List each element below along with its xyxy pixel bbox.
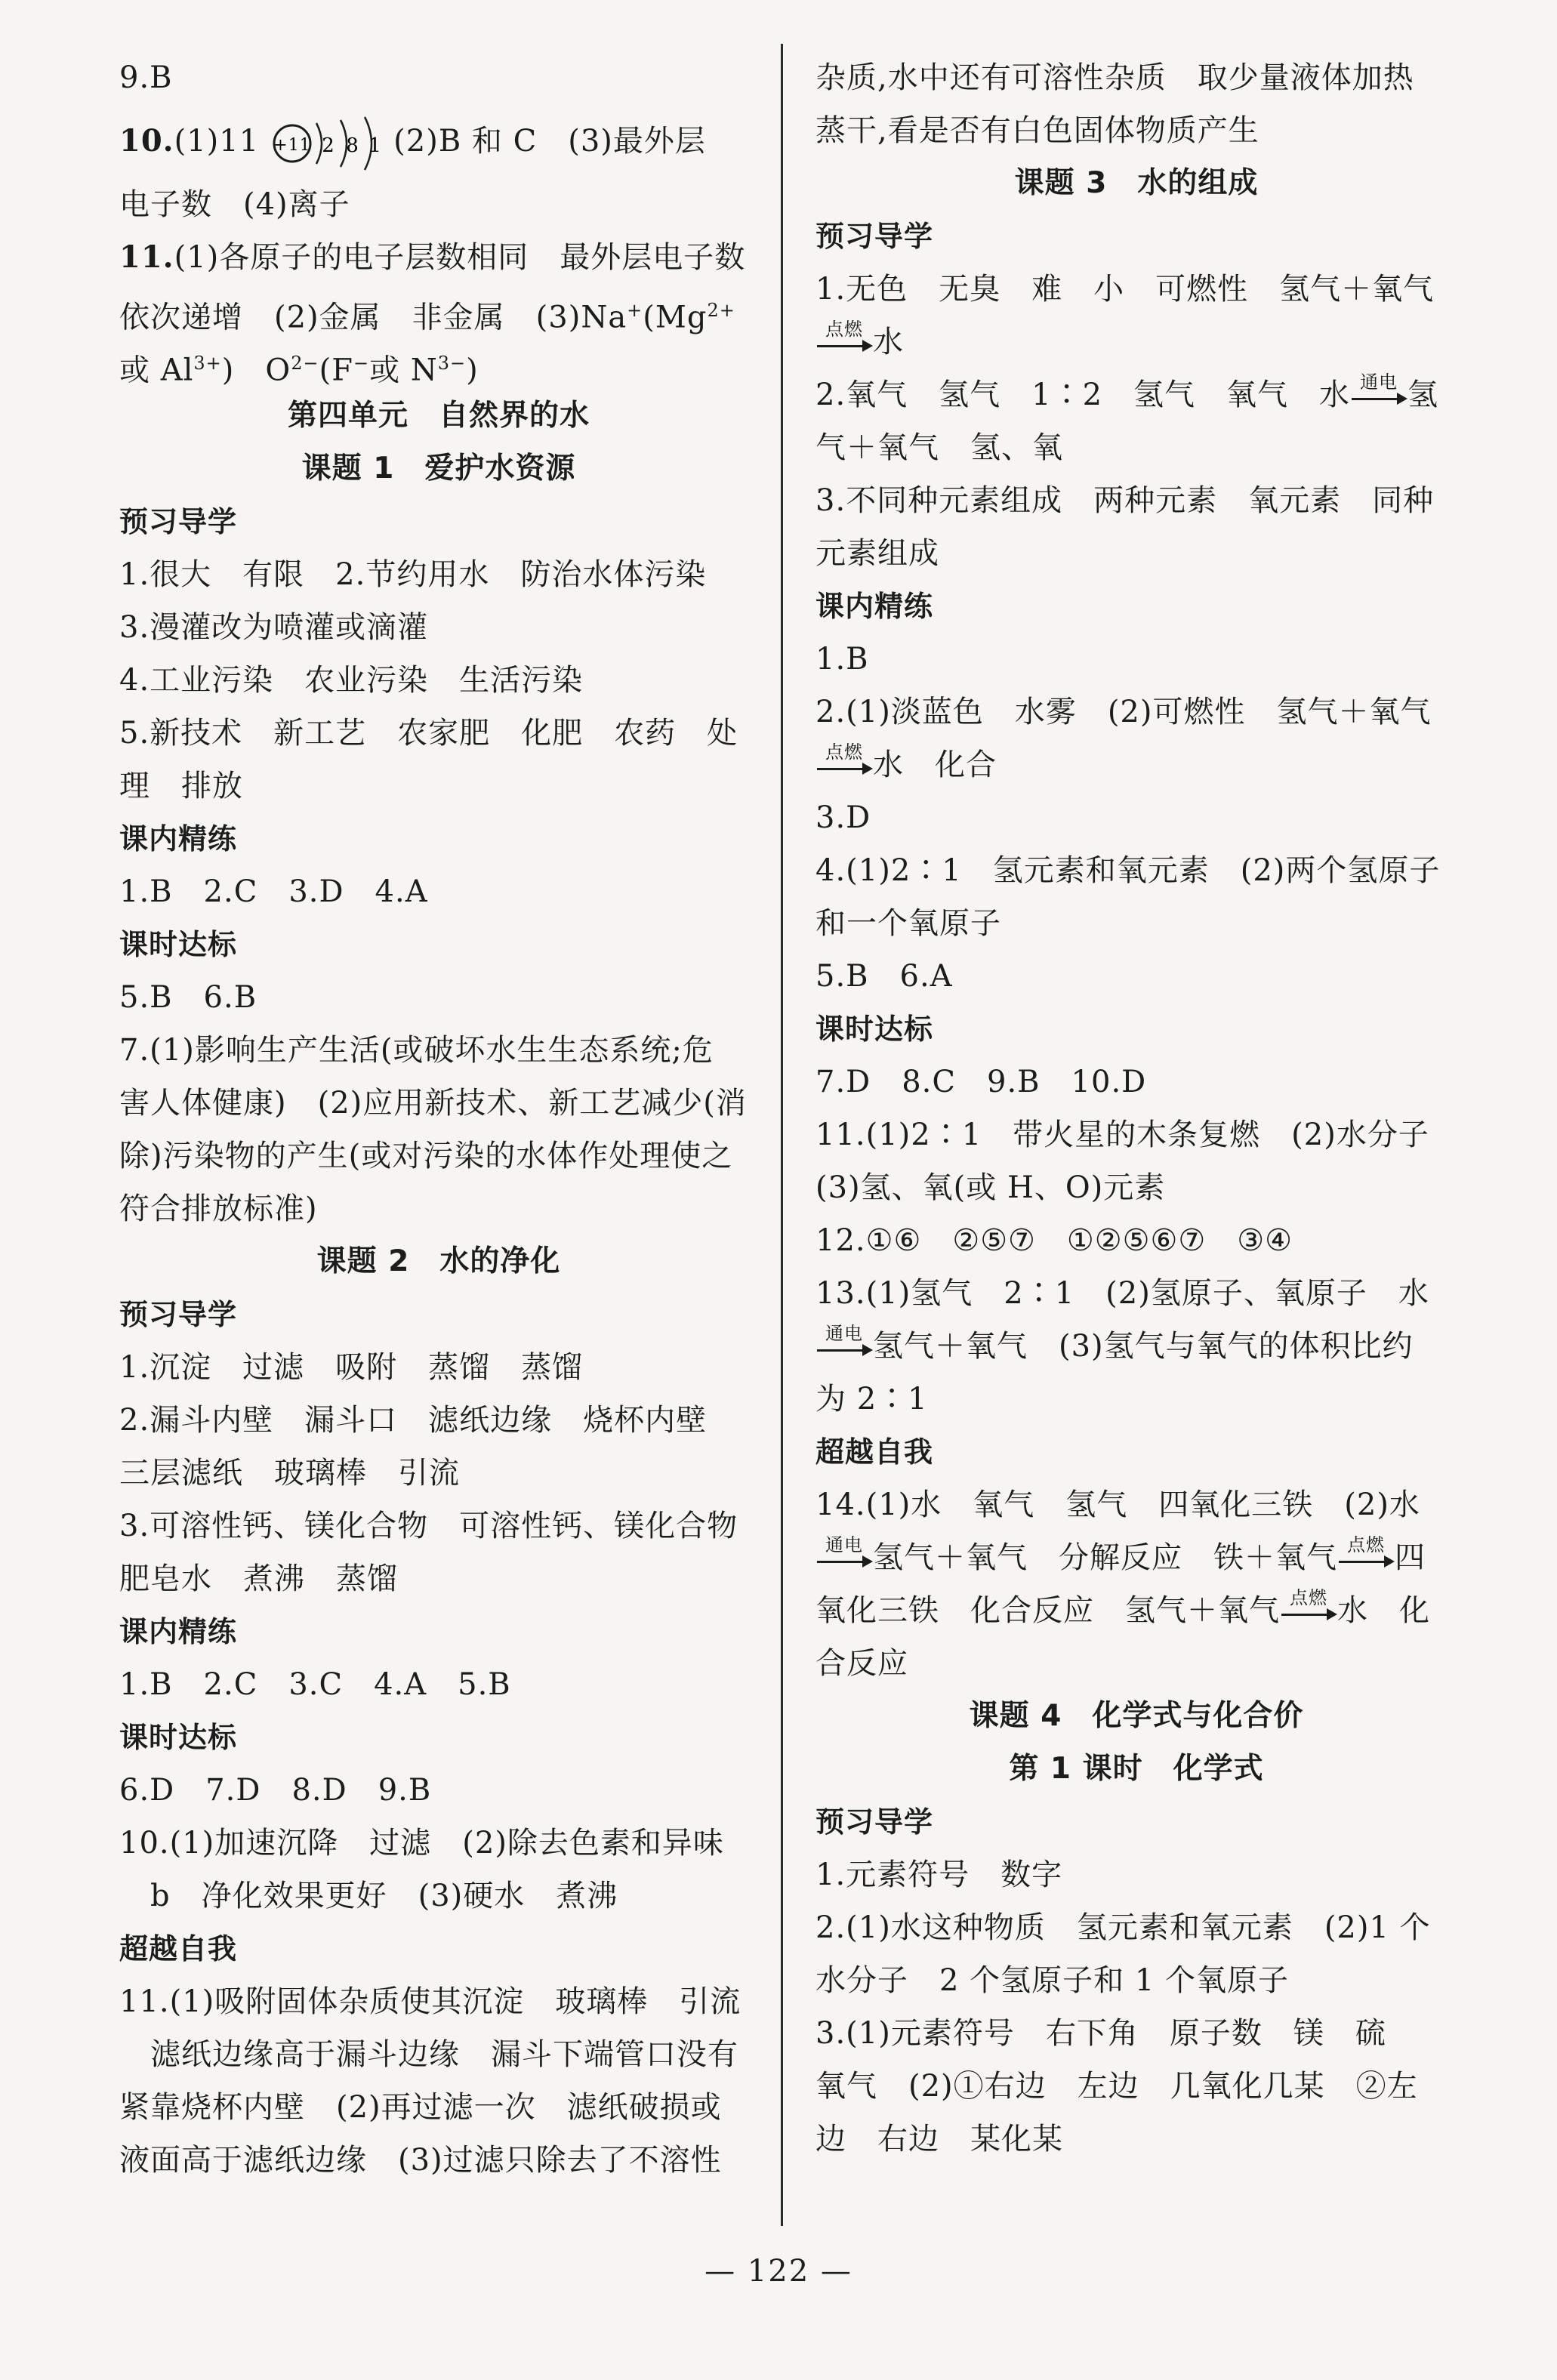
- answer-line: 1.很大 有限 2.节约用水 防治水体污染: [119, 557, 707, 592]
- answer-line: [815, 368, 1457, 421]
- answer-line: (3)氢、氧(或 H、O)元素: [815, 1170, 1166, 1205]
- answer-line: [119, 284, 758, 337]
- unit-title: 第四单元 自然界的水: [287, 399, 590, 433]
- answer-line: 6.D 7.D 8.D 9.B: [119, 1773, 432, 1808]
- answer-line-atom: [119, 104, 758, 178]
- answer-line: 13.(1)氢气 2∶1 (2)氢原子、氧原子 水: [815, 1276, 1429, 1311]
- answer-line: 水分子 2 个氢原子和 1 个氧原子: [815, 1963, 1290, 1998]
- answer-line: 合反应: [815, 1646, 908, 1681]
- shell-electron-count: 8: [346, 134, 359, 157]
- ion-charge: 2−: [291, 353, 319, 374]
- ion-charge: +: [627, 300, 643, 321]
- answer-line: 3.不同种元素组成 两种元素 氧元素 同种: [815, 483, 1435, 518]
- question-number: 11.: [119, 239, 174, 275]
- reaction-arrow: [815, 1323, 873, 1361]
- answer-text: 水: [873, 325, 904, 359]
- answer-line: 3.可溶性钙、镁化合物 可溶性钙、镁化合物: [119, 1509, 738, 1543]
- answer-text: 氧化三铁 化合反应 氢气＋氧气: [815, 1593, 1280, 1628]
- answer-line: 7.D 8.C 9.B 10.D: [815, 1065, 1147, 1099]
- reaction-condition: 通电: [825, 1323, 863, 1344]
- left-column: [119, 51, 758, 2187]
- ion-charge: −: [353, 353, 370, 374]
- section-heading: 课内精练: [119, 1615, 238, 1648]
- reaction-arrow: [815, 741, 873, 779]
- period-title: 第 1 课时 化学式: [1009, 1752, 1264, 1786]
- answer-line: 2.漏斗内壁 漏斗口 滤纸边缘 烧杯内壁: [119, 1403, 708, 1438]
- lesson-title: 课题 1 爱护水资源: [301, 452, 576, 486]
- shell-electron-count: 2: [322, 134, 335, 157]
- answer-line: 9.B: [119, 60, 173, 95]
- answer-line: 4.工业污染 农业污染 生活污染: [119, 663, 584, 698]
- answer-line: [815, 1531, 1457, 1584]
- section-heading: 超越自我: [815, 1435, 934, 1469]
- answer-line: 除)污染物的产生(或对污染的水体作处理使之: [119, 1139, 733, 1173]
- answer-text: (Mg: [643, 300, 708, 335]
- reaction-condition: 点燃: [825, 741, 863, 763]
- reaction-arrow: [1280, 1587, 1337, 1625]
- answer-line: [815, 1320, 1457, 1373]
- answer-text: 四: [1395, 1540, 1426, 1575]
- lesson-title: 课题 4 化学式与化合价: [969, 1699, 1304, 1733]
- answer-line: 2.(1)淡蓝色 水雾 (2)可燃性 氢气＋氧气: [815, 695, 1432, 729]
- answer-line: [815, 316, 1457, 368]
- answer-line: 1.B 2.C 3.D 4.A: [119, 874, 428, 909]
- answer-line: 5.B 6.B: [119, 980, 257, 1015]
- nucleus-charge: +11: [273, 136, 311, 155]
- answer-line: [119, 337, 758, 390]
- lesson-title: 课题 2 水的净化: [316, 1244, 561, 1278]
- column-divider: [781, 44, 783, 2226]
- answer-text: 水 化合: [873, 748, 997, 782]
- reaction-arrow: [1337, 1534, 1395, 1572]
- answer-line: [119, 231, 758, 284]
- answer-text: 氢气＋氧气 (3)氢气与氧气的体积比约: [873, 1329, 1414, 1364]
- page-number: — 122 —: [705, 2254, 852, 2289]
- reaction-condition: 点燃: [1347, 1534, 1385, 1555]
- answer-text: 或 Al: [119, 353, 194, 388]
- reaction-condition: 通电: [825, 1534, 863, 1555]
- ion-charge: 2+: [707, 300, 735, 321]
- answer-line: 5.B 6.A: [815, 959, 953, 994]
- answer-line: 2.(1)水这种物质 氢元素和氧元素 (2)1 个: [815, 1910, 1431, 1945]
- electron-shell-arc: [316, 123, 322, 164]
- answer-line: 为 2∶1: [815, 1382, 928, 1417]
- section-heading: 课时达标: [119, 928, 238, 961]
- ion-charge: 3+: [193, 353, 222, 374]
- answer-text: 2.氧气 氢气 1∶2 氢气 氧气 水: [815, 378, 1351, 412]
- answer-line: 液面高于滤纸边缘 (3)过滤只除去了不溶性: [119, 2143, 722, 2178]
- section-heading: 课内精练: [815, 590, 934, 623]
- answer-line: 12.①⑥ ②⑤⑦ ①②⑤⑥⑦ ③④: [815, 1223, 1293, 1258]
- answer-line: 气＋氧气 氢、氧: [815, 430, 1063, 465]
- answer-line: 7.(1)影响生产生活(或破坏水生生态系统;危: [119, 1033, 714, 1068]
- section-heading: 预习导学: [815, 1805, 934, 1839]
- answer-text: 氢: [1407, 378, 1439, 412]
- answer-text: (2)B 和 C (3)最外层: [393, 124, 706, 159]
- answer-line: 蒸干,看是否有白色固体物质产生: [815, 113, 1259, 148]
- question-number: 10.: [119, 123, 174, 159]
- section-heading: 课时达标: [815, 1013, 934, 1046]
- shell-electron-count: 1: [368, 134, 382, 157]
- answer-line: 杂质,水中还有可溶性杂质 取少量液体加热: [815, 60, 1414, 95]
- answer-line: 电子数 (4)离子: [119, 187, 350, 222]
- answer-text: 或 N: [369, 353, 438, 388]
- answer-line: 1.无色 无臭 难 小 可燃性 氢气＋氧气: [815, 272, 1435, 307]
- answer-line: 10.(1)加速沉降 过滤 (2)除去色素和异味: [119, 1826, 724, 1861]
- answer-text: (1)各原子的电子层数相同 最外层电子数: [174, 240, 746, 275]
- answer-line: 4.(1)2∶1 氢元素和氧元素 (2)两个氢原子: [815, 853, 1441, 888]
- answer-line: 1.沉淀 过滤 吸附 蒸馏 蒸馏: [119, 1350, 584, 1385]
- answer-text: (F: [319, 353, 353, 388]
- answer-line: b 净化效果更好 (3)硬水 煮沸: [119, 1879, 618, 1913]
- answer-text: ): [466, 353, 479, 388]
- answer-line: 3.漫灌改为喷灌或滴灌: [119, 610, 429, 645]
- answer-line: 1.B 2.C 3.C 4.A 5.B: [119, 1667, 511, 1702]
- reaction-arrow: [1350, 371, 1407, 409]
- answer-line: 14.(1)水 氧气 氢气 四氧化三铁 (2)水: [815, 1488, 1420, 1522]
- reaction-condition: 点燃: [1290, 1587, 1327, 1608]
- reaction-arrow: [815, 319, 873, 356]
- right-column: [815, 51, 1457, 2166]
- answer-line: 元素组成: [815, 536, 939, 571]
- section-heading: 预习导学: [119, 1298, 238, 1331]
- sodium-atom-structure-diagram: [270, 109, 383, 177]
- section-heading: 预习导学: [815, 220, 934, 253]
- answer-line: 3.D: [815, 800, 871, 835]
- answer-line: 边 右边 某化某: [815, 2122, 1063, 2156]
- section-heading: 课内精练: [119, 822, 238, 856]
- answer-text: (1)11: [174, 124, 260, 159]
- section-heading: 预习导学: [119, 505, 238, 538]
- ion-charge: 3−: [437, 353, 467, 374]
- answer-line: 11.(1)吸附固体杂质使其沉淀 玻璃棒 引流: [119, 1984, 742, 2019]
- answer-line: 氧气 (2)①右边 左边 几氧化几某 ②左: [815, 2069, 1418, 2104]
- answer-line: 1.元素符号 数字: [815, 1857, 1063, 1892]
- section-heading: 课时达标: [119, 1721, 238, 1754]
- answer-text: 氢气＋氧气 分解反应 铁＋氧气: [873, 1540, 1337, 1575]
- answer-line: 理 排放: [119, 769, 243, 803]
- answer-line: 3.(1)元素符号 右下角 原子数 镁 硫: [815, 2016, 1386, 2051]
- answer-line: 5.新技术 新工艺 农家肥 化肥 农药 处: [119, 716, 738, 751]
- answer-line: 害人体健康) (2)应用新技术、新工艺减少(消: [119, 1086, 747, 1121]
- answer-line: 1.B: [815, 642, 869, 677]
- answer-line: [815, 738, 1457, 791]
- answer-line: 滤纸边缘高于漏斗边缘 漏斗下端管口没有: [119, 2037, 738, 2072]
- answer-line: 和一个氧原子: [815, 906, 1001, 941]
- answer-text: 依次递增 (2)金属 非金属 (3)Na: [119, 300, 627, 335]
- answer-line: 11.(1)2∶1 带火星的木条复燃 (2)水分子: [815, 1118, 1429, 1152]
- answer-text: 水 化: [1337, 1593, 1430, 1628]
- answer-line: 三层滤纸 玻璃棒 引流: [119, 1456, 460, 1491]
- answer-line: [815, 1584, 1457, 1637]
- lesson-title: 课题 3 水的组成: [1014, 166, 1259, 200]
- answer-line: 肥皂水 煮沸 蒸馏: [119, 1561, 398, 1596]
- answer-line: 紧靠烧杯内壁 (2)再过滤一次 滤纸破损或: [119, 2090, 722, 2125]
- answer-line: 符合排放标准): [119, 1192, 318, 1226]
- reaction-condition: 通电: [1360, 371, 1398, 393]
- reaction-condition: 点燃: [825, 319, 863, 340]
- reaction-arrow: [815, 1534, 873, 1572]
- section-heading: 超越自我: [119, 1932, 238, 1965]
- answer-text: ) O: [221, 353, 291, 388]
